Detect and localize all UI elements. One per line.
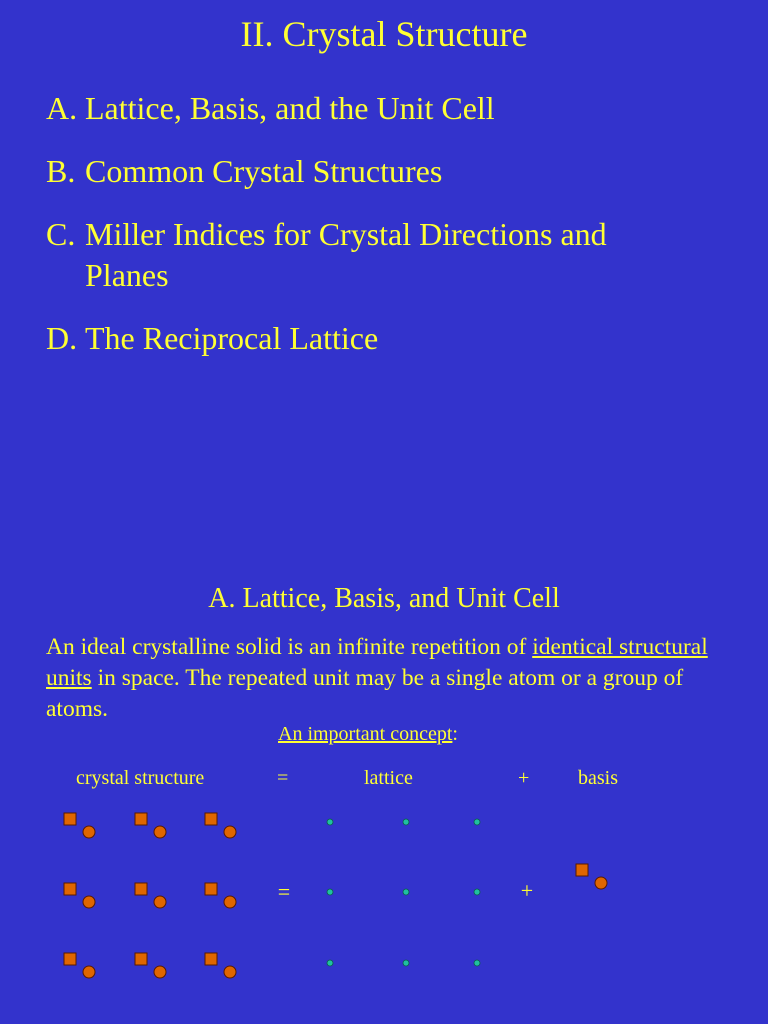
- lattice-point: [403, 819, 409, 825]
- outline-item-a: [46, 88, 686, 129]
- basis-square-atom: [205, 883, 217, 895]
- lattice-point: [474, 960, 480, 966]
- basis-square-atom: [135, 883, 147, 895]
- concept-underlined: An important concept: [278, 723, 453, 745]
- outline-text: The Reciprocal Lattice: [85, 320, 379, 356]
- outline-letter: C.: [46, 216, 76, 252]
- lattice-point: [474, 819, 480, 825]
- outline-letter: D.: [46, 320, 78, 356]
- basis-circle-atom: [154, 896, 166, 908]
- para-text: in space. The repeated unit may be a single atom or a group of atoms.: [46, 665, 684, 722]
- label-equals: =: [277, 767, 289, 789]
- basis-square-atom: [64, 953, 76, 965]
- basis-square-atom: [64, 883, 76, 895]
- lattice-point: [327, 889, 333, 895]
- concept-suffix: :: [452, 723, 458, 745]
- basis-circle-atom: [154, 966, 166, 978]
- lattice-diagram: [327, 819, 480, 966]
- label-crystal-structure: crystal structure: [76, 767, 205, 789]
- outline-letter: A.: [46, 90, 78, 126]
- basis-circle-atom: [224, 826, 236, 838]
- basis-square-atom: [64, 813, 76, 825]
- basis-square-atom: [205, 953, 217, 965]
- diagram-plus-sign: +: [520, 878, 534, 903]
- slide-lattice-basis: [0, 512, 768, 1024]
- basis-square-atom: [205, 813, 217, 825]
- basis-square-atom: [135, 953, 147, 965]
- slide-title: II. Crystal Structure: [240, 14, 528, 54]
- diagram-equals-sign: =: [277, 879, 291, 904]
- outline-text: Lattice, Basis, and the Unit Cell: [85, 90, 495, 126]
- lattice-point: [403, 960, 409, 966]
- basis-square-atom: [576, 864, 588, 876]
- basis-circle-atom: [595, 877, 607, 889]
- basis-circle-atom: [83, 966, 95, 978]
- crystal-diagram: [0, 512, 768, 1024]
- label-lattice: lattice: [364, 767, 413, 789]
- basis-circle-atom: [224, 966, 236, 978]
- outline-letter: B.: [46, 153, 76, 189]
- outline-item-b: [46, 151, 686, 192]
- basis-square-atom: [135, 813, 147, 825]
- outline-item-c: [46, 214, 686, 296]
- outline-text: Miller Indices for Crystal Directions and Planes: [85, 216, 607, 293]
- label-basis: basis: [578, 767, 618, 789]
- lattice-point: [327, 819, 333, 825]
- label-plus: +: [518, 767, 530, 789]
- para-underlined-text: identical structural units: [46, 634, 708, 691]
- basis-circle-atom: [83, 896, 95, 908]
- outline-item-d: [46, 318, 686, 359]
- lattice-point: [327, 960, 333, 966]
- basis-diagram: [576, 864, 607, 889]
- crystal-structure-diagram: [64, 813, 236, 978]
- para-text: An ideal crystalline solid is an infinite repetition of: [46, 634, 533, 660]
- outline-list: [46, 88, 686, 381]
- slide-title: A. Lattice, Basis, and Unit Cell: [208, 583, 560, 614]
- basis-circle-atom: [83, 826, 95, 838]
- basis-circle-atom: [154, 826, 166, 838]
- lattice-point: [474, 889, 480, 895]
- basis-circle-atom: [224, 896, 236, 908]
- lattice-point: [403, 889, 409, 895]
- outline-text: Common Crystal Structures: [85, 153, 443, 189]
